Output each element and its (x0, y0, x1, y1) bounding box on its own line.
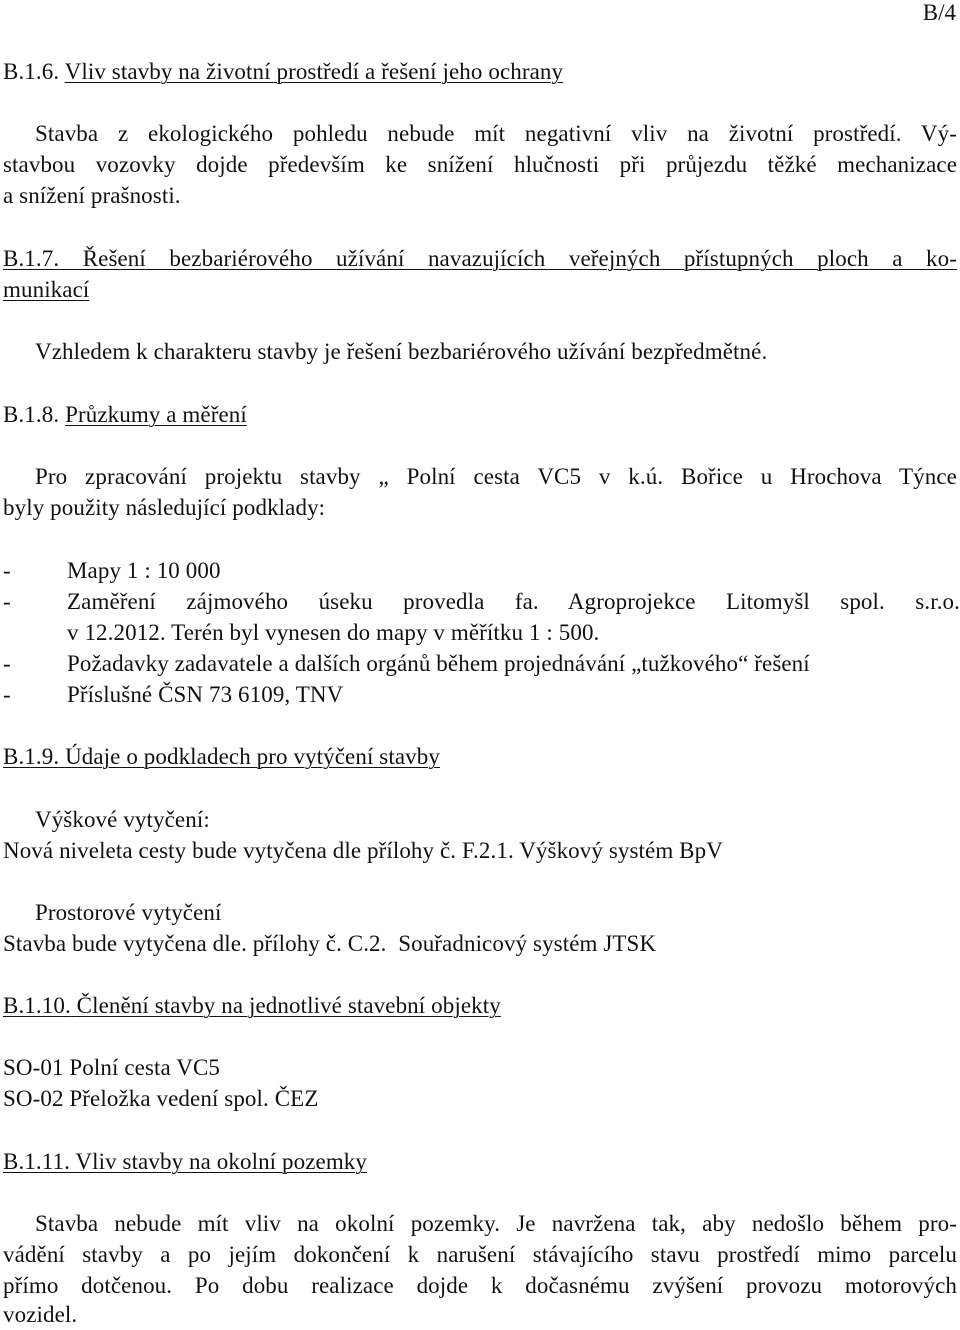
paragraph-line: Stavba bude vytyčena dle. přílohy č. C.2. Souřadnicový systém JTSK (3, 931, 657, 956)
section-heading-b-1-7 (3, 243, 957, 274)
heading-title: Údaje o podkladech pro vytýčení stavby (65, 744, 440, 769)
bullet-dash: - (3, 651, 11, 676)
page-number: B/4 (922, 0, 956, 25)
paragraph-line: Nová niveleta cesty bude vytyčena dle přílohy č. F.2.1. Výškový systém BpV (3, 838, 723, 863)
list-item (3, 679, 957, 710)
bullet-dash: - (3, 682, 11, 707)
heading-number: B.1.6. (3, 59, 60, 84)
section-heading-b-1-8 (3, 399, 247, 430)
heading-title: Vliv stavby na životní prostředí a řešení jeho ochrany (64, 59, 564, 84)
heading-number: B.1.11. (3, 1149, 70, 1174)
bullet-dash: - (3, 558, 11, 583)
building-object-item: SO-02 Přeložka vedení spol. ČEZ (3, 1086, 319, 1111)
paragraph-line: a snížení prašnosti. (3, 183, 181, 208)
list-item (3, 586, 960, 617)
heading-title: Vliv stavby na okolní pozemky (75, 1149, 368, 1174)
section-heading-b-1-10 (3, 990, 501, 1021)
list-item-text: Požadavky zadavatele a dalších orgánů během projednávání „tužkového“ řešení (67, 651, 810, 676)
list-item-continuation: v 12.2012. Terén byl vynesen do mapy v měřítku 1 : 500. (67, 620, 600, 645)
list-item-text: Mapy 1 : 10 000 (67, 558, 221, 583)
heading-number: B.1.9. (3, 744, 60, 769)
heading-title-continued: munikací (3, 277, 90, 302)
heading-title: B.1.7. Řešení bezbariérového užívání navazujících veřejných přístupných ploch a ko- (3, 246, 957, 271)
heading-title: Průzkumy a měření (65, 402, 247, 427)
section-heading-b-1-6 (3, 56, 563, 87)
section-heading-b-1-9 (3, 741, 440, 772)
list-item-text: Příslušné ČSN 73 6109, TNV (67, 682, 344, 707)
paragraph-line: přímo dotčenou. Po dobu realizace dojde k dočasnému zvýšení provozu motorových (3, 1273, 957, 1298)
paragraph-line: Stavba z ekologického pohledu nebude mít negativní vliv na životní prostředí. Vý- (35, 121, 957, 146)
list-item (3, 555, 957, 586)
section-heading-b-1-11 (3, 1146, 367, 1177)
paragraph-line: vozidel. (3, 1302, 78, 1327)
paragraph-line: Stavba nebude mít vliv na okolní pozemky. Je navržena tak, aby nedošlo během pro- (35, 1211, 957, 1236)
heading-number: B.1.8. (3, 402, 60, 427)
list-item (3, 648, 957, 679)
paragraph-line: Pro zpracování projektu stavby „ Polní cesta VC5 v k.ú. Bořice u Hrochova Týnce (35, 464, 957, 489)
list-item-text: Zaměření zájmového úseku provedla fa. Agroprojekce Litomyšl spol. s.r.o. (67, 589, 960, 614)
section-heading-b-1-7-continued (3, 274, 89, 305)
bullet-dash: - (3, 589, 11, 614)
heading-number: B.1.10. (3, 993, 71, 1018)
building-object-item: SO-01 Polní cesta VC5 (3, 1055, 220, 1080)
subheading-spatial-staking: Prostorové vytyčení (35, 900, 222, 925)
paragraph-line: Vzhledem k charakteru stavby je řešení bezbariérového užívání bezpředmětné. (35, 339, 768, 364)
paragraph-line: byly použity následující podklady: (3, 495, 326, 520)
paragraph-line: stavbou vozovky dojde především ke snížení hlučnosti při průjezdu těžké mechanizace (3, 152, 957, 177)
heading-title: Členění stavby na jednotlivé stavební objekty (76, 993, 501, 1018)
subheading-vertical-staking: Výškové vytyčení: (35, 807, 210, 832)
paragraph-line: vádění stavby a po jejím dokončení k narušení stávajícího stavu prostředí mimo parcelu (3, 1242, 957, 1267)
